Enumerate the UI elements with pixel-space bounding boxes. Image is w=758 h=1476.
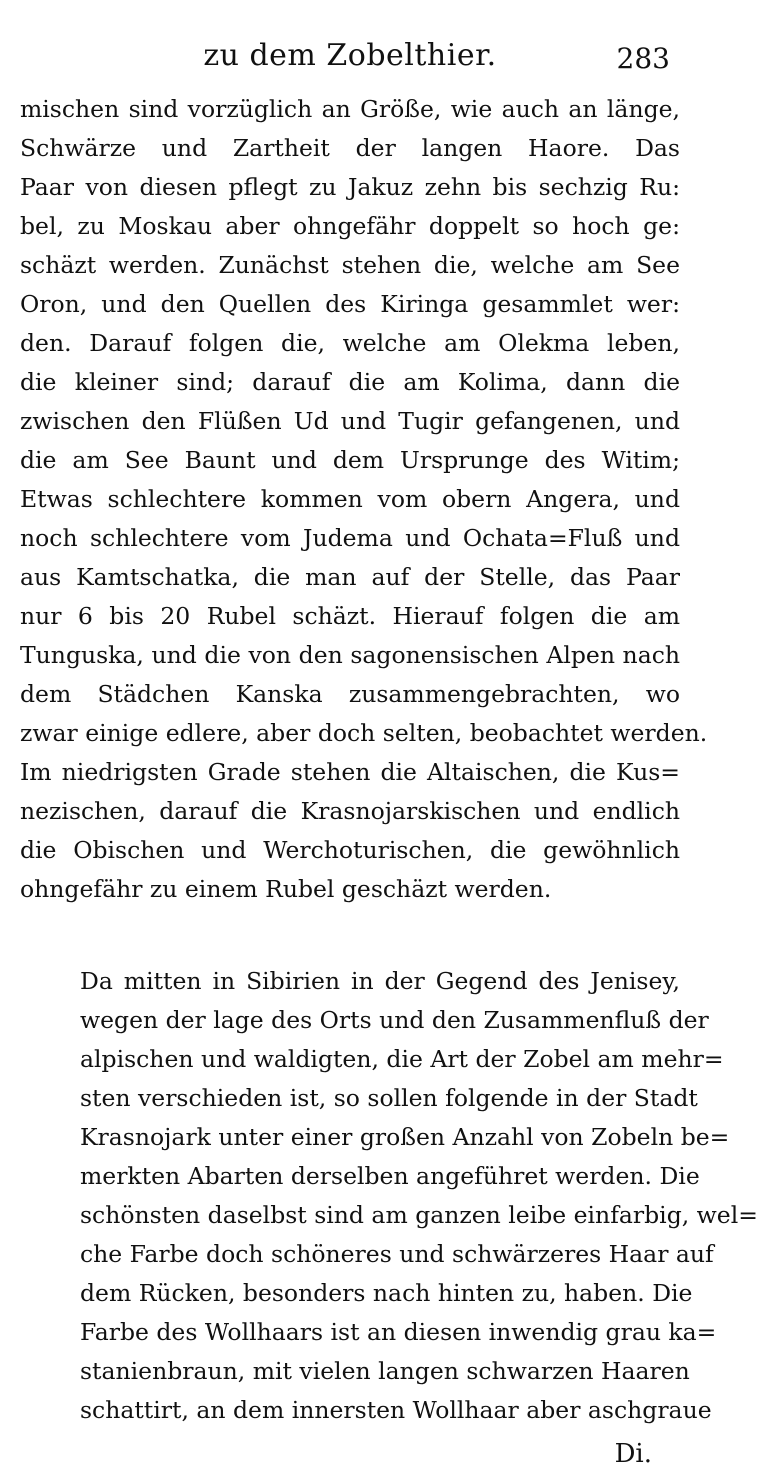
text-line: Im niedrigsten Grade stehen die Altaischen, die Kus= <box>20 758 680 786</box>
paragraph-2 <box>20 962 758 1430</box>
text-line: wegen der lage des Orts und den Zusammenfluß der <box>80 1006 709 1034</box>
text-line: merkten Abarten derselben angeführet werden. Die <box>80 1162 700 1190</box>
text-line: bel, zu Moskau aber ohngefähr doppelt so hoch ge: <box>20 212 680 240</box>
text-line: Oron, und den Quellen des Kiringa gesammlet wer: <box>20 290 680 318</box>
text-line: sten verschieden ist, so sollen folgende in der Stadt <box>80 1084 698 1112</box>
text-line: Tunguska, und die von den sagonensischen Alpen nach <box>20 641 680 669</box>
text-line: noch schlechtere vom Judema und Ochata=Fluß und <box>20 524 680 552</box>
text-line: stanienbraun, mit vielen langen schwarzen Haaren <box>80 1357 690 1385</box>
text-line: den. Darauf folgen die, welche am Olekma leben, <box>20 329 680 357</box>
text-line: die am See Baunt und dem Ursprunge des Witim; <box>20 446 680 474</box>
page-header <box>20 30 680 90</box>
text-line: alpischen und waldigten, die Art der Zobel am mehr= <box>80 1045 724 1073</box>
text-line: ohngefähr zu einem Rubel geschäzt werden. <box>20 875 552 903</box>
catchword: Di. <box>614 1439 652 1469</box>
text-line: schattirt, an dem innersten Wollhaar aber aschgraue <box>80 1396 712 1424</box>
text-line: die kleiner sind; darauf die am Kolima, dann die <box>20 368 680 396</box>
text-line: Etwas schlechtere kommen vom obern Angera, und <box>20 485 680 513</box>
text-line: die Obischen und Werchoturischen, die gewöhnlich <box>20 836 680 864</box>
book-page <box>20 30 758 1476</box>
text-line: schönsten daselbst sind am ganzen leibe einfarbig, wel= <box>80 1201 758 1229</box>
paragraph-1 <box>20 90 708 909</box>
text-line: nezischen, darauf die Krasnojarskischen und endlich <box>20 797 680 825</box>
text-line: zwischen den Flüßen Ud und Tugir gefangenen, und <box>20 407 680 435</box>
text-line: schäzt werden. Zunächst stehen die, welche am See <box>20 251 680 279</box>
text-line: che Farbe doch schöneres und schwärzeres Haar auf <box>80 1240 714 1268</box>
text-line: zwar einige edlere, aber doch selten, beobachtet werden. <box>20 719 708 747</box>
text-line: Farbe des Wollhaars ist an diesen inwendig grau ka= <box>80 1318 717 1346</box>
text-line: Krasnojark unter einer großen Anzahl von Zobeln be= <box>80 1123 730 1151</box>
text-line: Schwärze und Zartheit der langen Haore. Das <box>20 134 680 162</box>
page-number: 283 <box>616 42 670 75</box>
text-line: dem Städchen Kanska zusammengebrachten, wo <box>20 680 680 708</box>
text-line: aus Kamtschatka, die man auf der Stelle, das Paar <box>20 563 680 591</box>
text-line: mischen sind vorzüglich an Größe, wie auch an länge, <box>20 95 680 123</box>
text-line: Paar von diesen pflegt zu Jakuz zehn bis sechzig Ru: <box>20 173 680 201</box>
running-head: zu dem Zobelthier. <box>203 38 497 73</box>
text-line: nur 6 bis 20 Rubel schäzt. Hierauf folgen die am <box>20 602 680 630</box>
text-line: Da mitten in Sibirien in der Gegend des Jenisey, <box>80 967 680 995</box>
text-line: dem Rücken, besonders nach hinten zu, haben. Die <box>80 1279 693 1307</box>
